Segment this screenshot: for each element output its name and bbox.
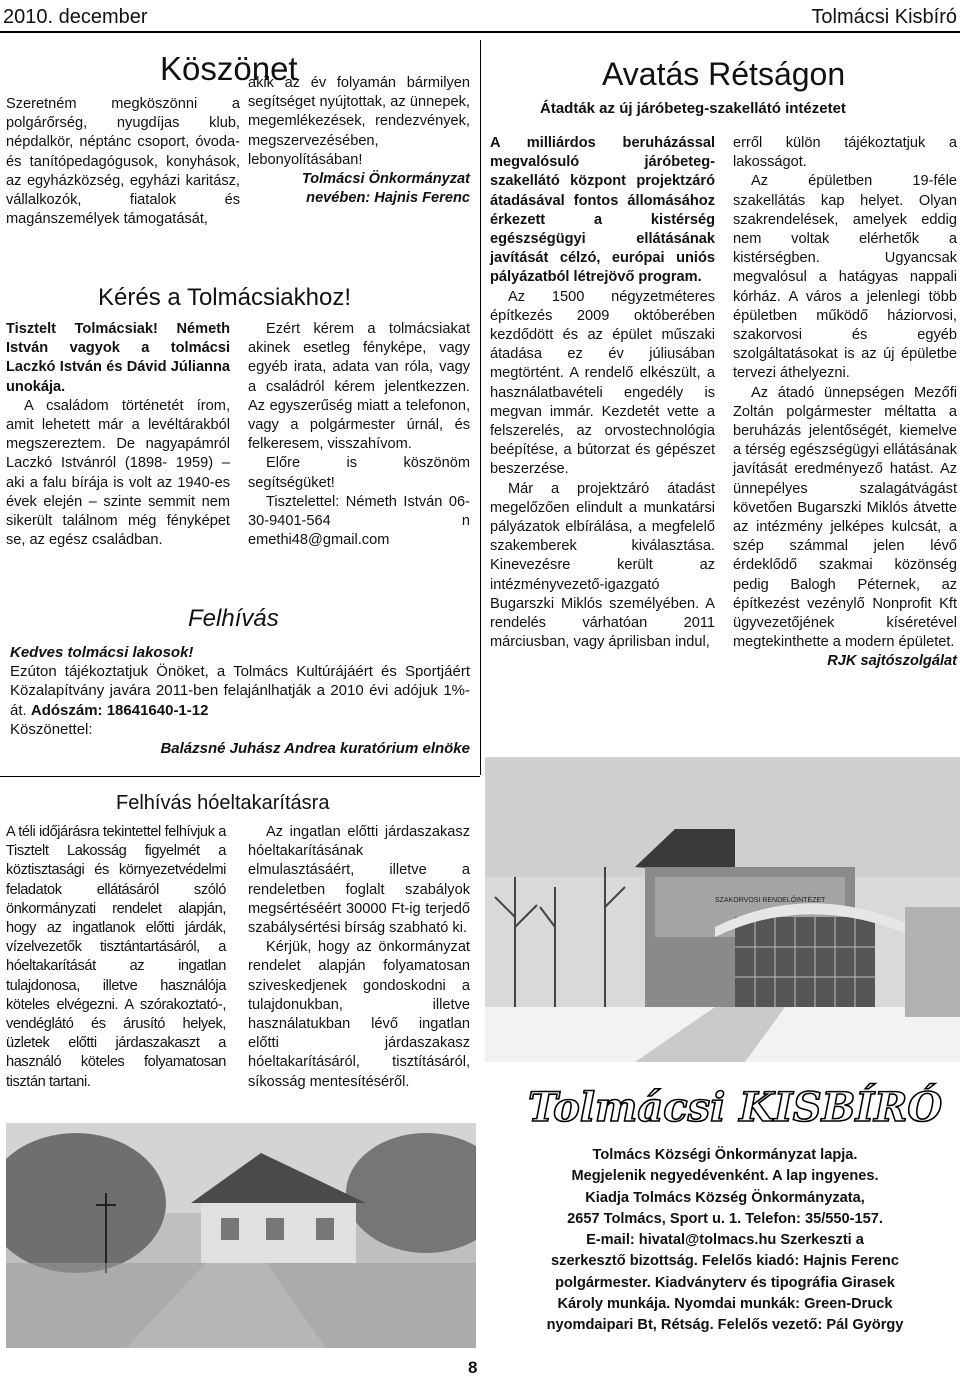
koszonet-signature-2: nevében: Hajnis Ferenc [306,190,470,207]
felhivas-signature: Balázsné Juhász Andrea kuratórium elnöke [160,740,470,758]
clinic-building-illustration [485,757,960,1062]
kisbiro-logo [520,1075,950,1135]
felhivas-text [10,643,470,758]
masthead-line-9: nyomdaipari Bt, Rétság. Felelős vezető: Pál György [546,1317,904,1334]
avatas-subtitle: Átadták az új járóbeteg-szakellátó intézetet [540,100,846,117]
village-illustration [6,1123,476,1348]
hoeltakaritas-title: Felhívás hóeltakarításra [116,792,330,814]
koszonet-signature-1: Tolmácsi Önkormányzat [301,171,470,188]
koszonet-right-text: akik az év folyamán bármilyen segítséget nyújtottak, az ünnepek, megemlékezések, rendezvények, megszervezésében, lebonyolításában! Tolmácsi Önkormányzat nevében: Hajnis Ferenc [248,74,470,208]
felhivas-closing: Köszönettel: [10,720,93,738]
masthead-line-4: 2657 Tolmács, Sport u. 1. Telefon: 35/550-157. [567,1210,883,1227]
page-header [0,0,960,34]
avatas-col1: A milliárdos beruházással megvalósuló járóbeteg-szakellátó központ projektzáró átadásával fontos állomásához érkezett a kistérség egészségügyi ellátásának javítását célzó, európai uniós pályázatból létrejövő program. Az 1500 négyzetméteres építkezés 2009 októberében kezdődött és az épület műszaki átadása ez év júliusában megtörtént. A rendelő elkészült, a használatbavételi engedély is megvan immár. Kezdetét vette a felszerelés, az orvostechnológia beépítése, a bútorzat és gépészet beszerzése. Már a projektzáró átadást megelőzően elindult a munkatársi pályázatok elbírálása, a megfelelő szakemberek kiválasztása. Kinevezésre került az intézményvezető-igazgató Bugarszki Miklós személyében. A rendelés várhatóan 2011 márciusban, vagy áprilisban indul, [490,135,715,651]
section-divider [0,776,480,777]
keres-title: Kérés a Tolmácsiakhoz! [98,284,352,311]
tax-id: Adószám: 18641640-1-12 [30,701,209,719]
avatas-col2: erről külön tájékoztatjuk a lakosságot. Az épületben 19-féle szakellátás kap helyet. Olyan szakrendelések, amelyek eddig nem voltak elérhetők a kistérségben. Ugyancsak megvalósul a hatágyas nappali kórház. A város a jelenlegi több épületben működő háziorvosi, szakorvosi és egyéb szolgáltatásokat is az új épületbe tervezi áthelyezni. Az átadó ünnepségen Mezőfi Zoltán polgármester méltatta a beruházás jelentőségét, kiemelve a térség egészségügyi ellátásának javítását eredményező hatást. Az ünnepélyes szalagátvágást követően Bugarszki Miklós átvette az intézmény jelképes kulcsát, a szép számmal jelen lévő érdeklődő szakmai közönség pedig Balogh Péternek, az építkezést vezénylő Nonprofit Kft ügyvezetőjének kíséretével megtekinthette a modern épületet. RJK sajtószolgálat [733,134,957,672]
building-sign: SZAKORVOSI RENDELŐINTÉZET [715,897,826,904]
issue-date: 2010. december [3,6,148,28]
masthead-line-6: szerkesztő bizottság. Felelős kiadó: Hajnis Ferenc [551,1253,899,1270]
masthead-line-8: Károly munkája. Nyomdai munkák: Green-Druck [557,1296,893,1313]
keres-left-text: Tisztelt Tolmácsiak! Németh István vagyok a tolmácsi Laczkó István és Dávid Júlianna unokája. A családom történetét írom, amit lehetett már a levéltárakból megszereztem. De nagyapámról Laczkó Istvánról (1898- 1959) – aki a falu bírája is volt az 1940-es évek elején – szinte semmit nem sikerült találnom még fényképet se, az egész családban. [6,321,230,549]
keres-right-text: Ezért kérem a tolmácsiakat akinek esetleg fényképe, vagy egyéb irata, adata van róla, vagy a családról kérem jelentkezzen. Az egyszerűség miatt a telefonon, vagy a polgármester úrnál, és felkeresem, visszahívom. Előre is köszönöm segítségüket! Tisztelettel: Németh István 06-30-9401-564 n emethi48@gmail.com [248,321,470,549]
avatas-credit: RJK sajtószolgálat [827,653,957,670]
masthead-info [495,1145,955,1337]
page-number: 8 [468,1358,478,1377]
felhivas-body: Ezúton tájékoztatjuk Önöket, a Tolmács Kultúrájáért és Sportjáért Közalapítvány javára 2011-ben felajánlhatják a 2010 évi adójuk 1%-át. [10,663,470,719]
logo-wordmark [520,1075,950,1135]
masthead-line-7: polgármester. Kiadványterv és tipográfia Girasek [555,1274,895,1291]
clinic-building-photo [485,757,960,1062]
koszonet-title: Köszönet [160,50,298,87]
felhivas-title: Felhívás [188,605,279,632]
column-divider [480,40,481,775]
felhivas-greeting: Kedves tolmácsi lakosok! [10,644,194,661]
masthead-line-2: Megjelenik negyedévenként. A lap ingyenes. [571,1168,879,1185]
koszonet-left-text: Szeretném megköszönni a polgárőrség, nyugdíjas klub, népdalkör, néptánc csoport, óvoda- és tanítópedagógusok, konyhások, az egyházközség, egyházi karitász, vállalkozók, fiatalok és magánszemélyek támogatását, [6,96,240,228]
avatas-title: Avatás Rétságon [602,56,846,92]
logo-text: Tolmácsi KISBÍRÓ [528,1084,943,1131]
hoeltakaritas-left: A téli időjárásra tekintettel felhívjuk a Tisztelt Lakosság figyelmét a köztisztasági és környezetvédelmi feladatok ellátásáról szóló önkormányzati rendelet alapján, hogy az ingatlanok előtti járdák, vízelvezetők tisztántartásáról, a hóeltakarítását az ingatlan tulajdonosa, illetve használója köteles elvégezni. A szórakoztató-, vendéglátó és árusító helyek, üzletek előtti járdaszakaszt a használó köteles folyamatosan tisztán tartani. [6,824,226,1090]
masthead-line-5: E-mail: hivatal@tolmacs.hu Szerkeszti a [586,1232,864,1249]
masthead-line-1: Tolmács Községi Önkormányzat lapja. [592,1147,858,1163]
newspaper-name: Tolmácsi Kisbíró [811,6,957,28]
header-rule [0,31,960,33]
village-photo [6,1123,476,1348]
masthead-line-3: Kiadja Tolmács Község Önkormányzata, [585,1189,865,1206]
hoeltakaritas-right: Az ingatlan előtti járdaszakasz hóeltakarításának elmulasztásáért, illetve a rendeletben foglalt szabályok megsértéséért 30000 Ft-ig terjedő szabálysértési bírság szabható ki. Kérjük, hogy az önkormányzat rendelet alapján folyamatosan sziveskedjenek gondoskodni a tulajdonukban, illetve használatukban lévő ingatlan előtti járdaszakasz hóeltakarításáról, tisztításáról, síkosság mentesítéséről. [248,824,470,1090]
